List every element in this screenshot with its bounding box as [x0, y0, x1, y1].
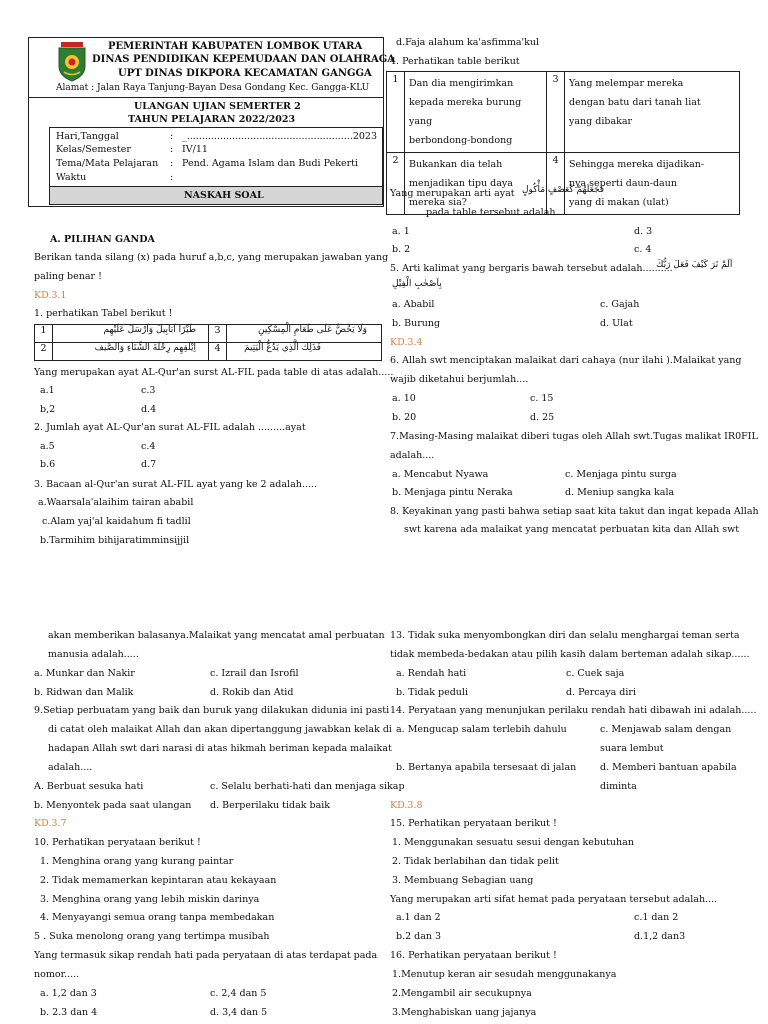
field-label: Waktu: [56, 172, 87, 183]
field-label: Hari,Tanggal: [56, 131, 119, 142]
option: d.4: [141, 404, 157, 415]
question-text: Yang merupakan arti ayat: [390, 188, 515, 199]
question-text: pada table tersebut adalah....: [426, 207, 568, 218]
question-9: adalah....: [48, 762, 93, 773]
question-1: 1. perhatikan Tabel berikut !: [34, 308, 173, 319]
question-14: 14. Peryataan yang menunjukan perilaku rendah hati dibawah ini adalah.....: [390, 705, 757, 716]
option: c. 2,4 dan 5: [210, 988, 267, 999]
instruction: paling benar !: [34, 271, 102, 282]
question-4: 4. Perhatikan table berikut: [390, 56, 520, 67]
cell-num: 1: [387, 72, 405, 153]
option: d. Berperilaku tidak baik: [210, 800, 331, 811]
question-9: di catat oleh malaikat Allah dan akan dipertanggung jawabkan kelak di: [48, 724, 392, 735]
cell-line: dengan batu dari tanah liat: [569, 97, 701, 108]
option: a. Mencabut Nyawa: [392, 469, 489, 480]
option: b. Menyontek pada saat ulangan: [34, 800, 192, 811]
question-text: nomor.....: [34, 969, 80, 980]
option: b. 20: [392, 412, 417, 423]
option: a. Mengucap salam terlebih dahulu: [396, 724, 567, 735]
option: b. Burung: [392, 318, 441, 329]
question-2: 2. Jumlah ayat AL-Qur'an surat AL-FIL adalah .........ayat: [34, 422, 306, 433]
option: d.Faja alahum ka'asfimma'kul: [396, 37, 540, 48]
regency-logo: [55, 42, 89, 82]
instruction: Berikan tanda silang (x) pada huruf a,b,c, yang merupakan jawaban yang: [34, 252, 389, 263]
option: c. Selalu berhati-hati dan menjaga sikap: [210, 781, 405, 792]
option: d. Percaya diri: [566, 687, 636, 698]
arabic-text: اَلَمْ تَرَ كَيْفَ فَعَلَ رَبُّكَ: [656, 260, 733, 270]
option: b. 2.3 dan 4: [40, 1007, 98, 1018]
option: a.1: [40, 385, 55, 396]
question-8: akan memberikan balasanya.Malaikat yang mencatat amal perbuatan: [48, 630, 385, 641]
field-colon: :: [170, 144, 174, 155]
option: a.5: [40, 441, 55, 452]
cell-num: 3: [209, 325, 227, 343]
header-line3: UPT DINAS DIKPORA KECAMATAN GANGGA: [118, 68, 372, 79]
option: c. 4: [634, 244, 652, 255]
list-item: 1. Menggunakan sesuatu sesui dengan kebutuhan: [392, 837, 634, 848]
cell-num: 1: [35, 325, 53, 343]
option: c. Cuek saja: [566, 668, 625, 679]
option: a. Munkar dan Nakir: [34, 668, 135, 679]
field-value: Pend. Agama Islam dan Budi Pekerti: [182, 158, 358, 169]
question-8: 8. Keyakinan yang pasti bahwa setiap saat kita takut dan ingat kepada Allah: [390, 506, 759, 517]
question-13: 13. Tidak suka menyombongkan diri dan selalu menghargai teman serta: [390, 630, 740, 641]
naskah-title: NASKAH SOAL: [184, 190, 264, 201]
list-item: 3. Menghina orang yang lebih miskin darinya: [40, 894, 260, 905]
question-13: tidak membeda-bedakan atau pilih kasih dalam berteman adalah sikap......: [390, 649, 750, 660]
list-item: 5 . Suka menolong orang yang tertimpa musibah: [34, 931, 270, 942]
option: c.Alam yaj'al kaidahum fi tadlil: [42, 516, 191, 527]
kd-label: KD.3.1: [34, 290, 67, 301]
option: a. 1: [392, 226, 410, 237]
kd-label: KD.3.4: [390, 337, 423, 348]
q1-table: [34, 324, 382, 361]
cell-num: 4: [547, 153, 565, 215]
kd-label: KD.3.7: [34, 818, 67, 829]
arabic-text: فَجَعَلَهُمْ كَعَصْفٍ مَأْكُولٍ: [522, 185, 605, 195]
option: d. Meniup sangka kala: [565, 487, 675, 498]
option: A. Berbuat sesuka hati: [34, 781, 144, 792]
option: b. Menjaga pintu Neraka: [392, 487, 513, 498]
option: b. Tidak peduli: [396, 687, 468, 698]
option: d. 3,4 dan 5: [210, 1007, 268, 1018]
field-colon: :: [170, 172, 174, 183]
question-text: Yang merupakan ayat AL-Qur'an surst AL-FIL pada table di atas adalah.....: [34, 367, 394, 378]
header-line2: DINAS PENDIDIKAN KEPEMUDAAN DAN OLAHRAGA: [92, 54, 396, 65]
list-item: 1. Menghina orang yang kurang paintar: [40, 856, 234, 867]
header-address: Alamat : Jalan Raya Tanjung-Bayan Desa Gondang Kec. Gangga-KLU: [56, 83, 370, 93]
cell-num: 3: [547, 72, 565, 153]
question-7: adalah....: [390, 450, 435, 461]
question-9: hadapan Allah swt dari narasi di atas hikmah beriman kepada malaikat: [48, 743, 392, 754]
cell-num: 2: [35, 343, 53, 361]
cell-line: Dan dia mengirimkan: [409, 78, 514, 89]
field-value: _.......................................................2023: [182, 131, 378, 142]
kd-label: KD.3.8: [390, 800, 423, 811]
cell-line: berbondong-bondong: [409, 135, 513, 146]
option: b.2 dan 3: [396, 931, 442, 942]
option: a. 10: [392, 393, 416, 404]
section-heading: A. PILIHAN GANDA: [50, 234, 155, 245]
option: c.1 dan 2: [634, 912, 679, 923]
list-item: 2. Tidak berlabihan dan tidak pelit: [392, 856, 559, 867]
exam-year: TAHUN PELAJARAN 2022/2023: [128, 114, 296, 125]
option: d. Ulat: [600, 318, 633, 329]
option: c.4: [141, 441, 156, 452]
field-colon: :: [170, 158, 174, 169]
option: a. 1,2 dan 3: [40, 988, 97, 999]
option: d.1,2 dan3: [634, 931, 686, 942]
option: b.Tarmihim bihijaratimminsijjil: [40, 535, 190, 546]
option: c. Gajah: [600, 299, 640, 310]
list-item: 3.Menghabiskan uang jajanya: [392, 1007, 537, 1018]
option: d.7: [141, 459, 157, 470]
cell-line: yang dibakar: [569, 116, 633, 127]
option: c. Menjaga pintu surga: [565, 469, 677, 480]
cell-line: kepada mereka burung yang: [409, 97, 522, 127]
question-8: swt karena ada malaikat yang mencatat perbuatan kita dan Allah swt: [404, 524, 740, 535]
option: d. Memberi bantuan apabila: [600, 762, 737, 773]
question-9: 9.Setiap perbuatam yang baik dan buruk yang dilakukan didunia ini pasti: [34, 705, 390, 716]
cell-line: Bukankan dia telah: [409, 159, 503, 170]
option: a. Ababil: [392, 299, 435, 310]
list-item: 2. Tidak memamerkan kepintaran atau kekayaan: [40, 875, 277, 886]
cell-line: mereka sia?: [409, 197, 467, 208]
option: c. Menjawab salam dengan: [600, 724, 732, 735]
option: d. 3: [634, 226, 653, 237]
arabic-text: بِاَصْحٰبِ الْفِيْلِ: [392, 279, 442, 289]
question-15: 15. Perhatikan peryataan berikut !: [390, 818, 557, 829]
option: c. Izrail dan Isrofil: [210, 668, 299, 679]
exam-title: ULANGAN UJIAN SEMERTER 2: [134, 101, 301, 112]
field-label: Kelas/Semester: [56, 144, 131, 155]
cell-arabic: وَلَا يَحُضُّ عَلَى طَعَامِ الْمِسْكِينِ: [227, 325, 382, 343]
cell-line: nya seperti daun-daun: [569, 178, 677, 189]
cell-num: 2: [387, 153, 405, 215]
cell-arabic: طَيْرًا اَبَابِيلَ وَاَرْسَلَ عَلَيْهِم: [53, 325, 209, 343]
cell-line: yang di makan (ulat): [569, 197, 669, 208]
option: b. Ridwan dan Malik: [34, 687, 134, 698]
question-6: 6. Allah swt menciptakan malaikat dari cahaya (nur ilahi ).Malaikat yang: [390, 355, 742, 366]
cell-arabic: اِيْلَفِهِم رِحْلَةَ الشِّتَاءِ وَالصَّيف: [53, 343, 209, 361]
question-text: Yang termasuk sikap rendah hati pada peryataan di atas terdapat pada: [34, 950, 378, 961]
option: a. Rendah hati: [396, 668, 467, 679]
question-5: 5. Arti kalimat yang bergaris bawah tersebut adalah..........: [390, 263, 673, 274]
option: b. 2: [392, 244, 411, 255]
header-inner-line: [28, 97, 384, 98]
list-item: 3. Membuang Sebagian uang: [392, 875, 534, 886]
field-colon: :: [170, 131, 174, 142]
question-text: Yang merupakan arti sifat hemat pada peryataan tersebut adalah....: [390, 894, 718, 905]
cell-arabic: فَذَلِكَ الَّذِي يَدُعُّ الْيَتِيمَ: [227, 343, 382, 361]
question-8: manusia adalah.....: [48, 649, 139, 660]
cell-num: 4: [209, 343, 227, 361]
list-item: 2.Mengambil air secukupnya: [392, 988, 532, 999]
header-line1: PEMERINTAH KABUPATEN LOMBOK UTARA: [108, 41, 363, 52]
cell-text: [405, 153, 547, 215]
question-10: 10. Perhatikan peryataan berikut !: [34, 837, 201, 848]
list-item: 4. Menyayangi semua orang tanpa membedakan: [40, 912, 275, 923]
cell-line: Sehingga mereka dijadikan-: [569, 159, 705, 170]
field-value: IV/11: [182, 144, 208, 155]
option: b.6: [40, 459, 56, 470]
cell-text: [565, 153, 740, 215]
option: b,2: [40, 404, 56, 415]
option: d. Rokib dan Atid: [210, 687, 294, 698]
option: a.1 dan 2: [396, 912, 441, 923]
question-3: 3. Bacaan al-Qur'an surat AL-FIL ayat yang ke 2 adalah.....: [34, 479, 317, 490]
question-6: wajib diketahui berjumlah....: [390, 374, 529, 385]
cell-text: [405, 72, 547, 153]
option: a.Waarsala'alaihim tairan ababil: [38, 497, 194, 508]
option: diminta: [600, 781, 637, 792]
question-7: 7.Masing-Masing malaikat diberi tugas oleh Allah swt.Tugas malikat IR0FIL: [390, 431, 758, 442]
option: b. Bertanya apabila tersesaat di jalan: [396, 762, 577, 773]
cell-line: Yang melempar mereka: [569, 78, 684, 89]
option: c.3: [141, 385, 156, 396]
option: suara lembut: [600, 743, 664, 754]
question-16: 16. Perhatikan peryataan berikut !: [390, 950, 557, 961]
cell-line: menjadikan tipu daya: [409, 178, 513, 189]
option: d. 25: [530, 412, 555, 423]
field-label: Tema/Mata Pelajaran: [56, 158, 159, 169]
option: c. 15: [530, 393, 554, 404]
cell-text: [565, 72, 740, 153]
list-item: 1.Menutup keran air sesudah menggunakanya: [392, 969, 617, 980]
